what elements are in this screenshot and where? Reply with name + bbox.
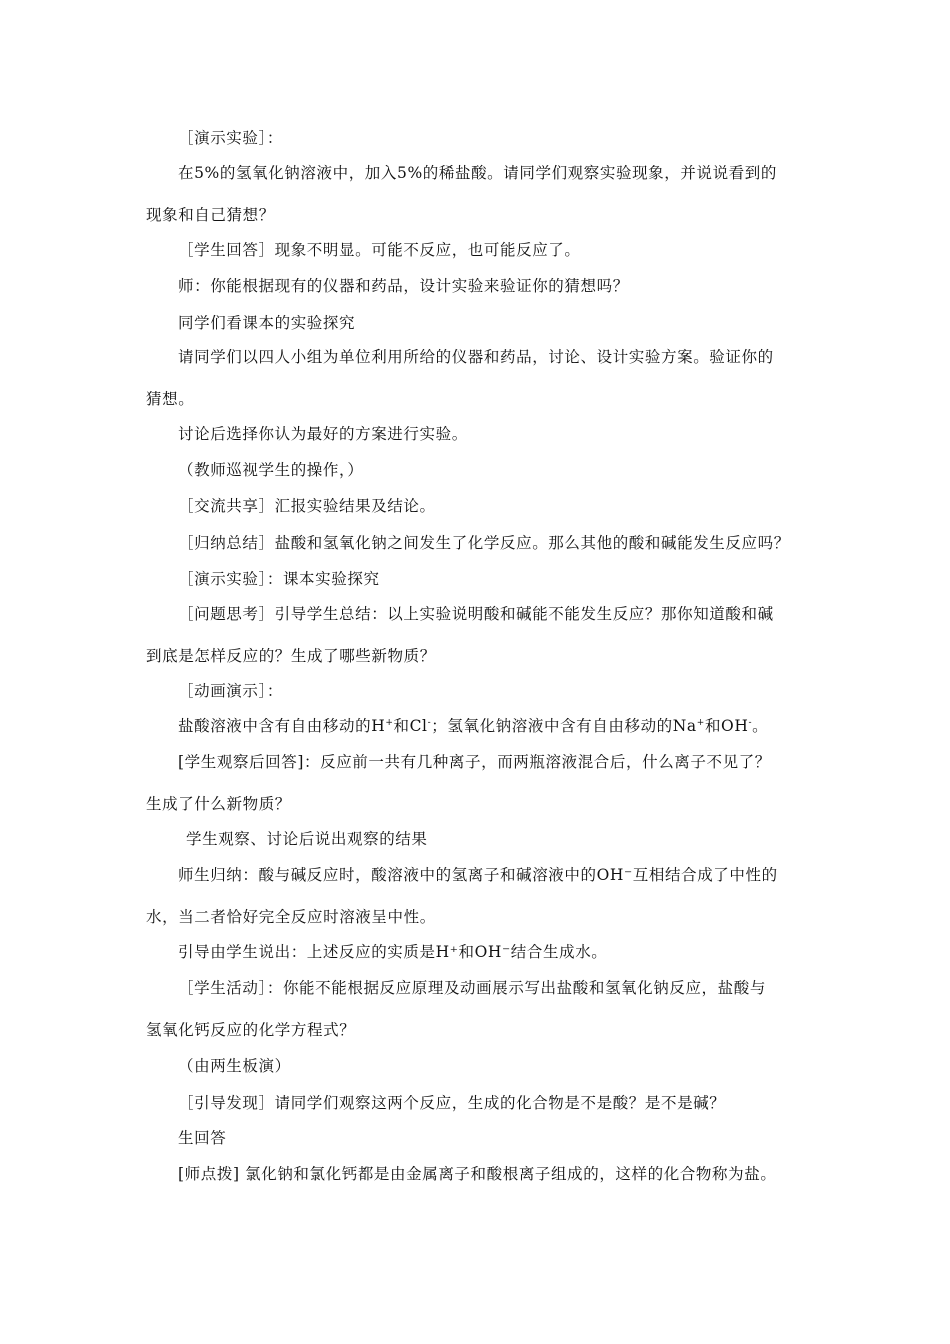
text-line: 水，当二者恰好完全反应时溶液呈中性。 <box>146 908 436 926</box>
text-line: 氢氧化钙反应的化学方程式？ <box>146 1021 356 1039</box>
text-line: ［问题思考］引导学生总结：以上实验说明酸和碱能不能发生反应？那你知道酸和碱 <box>178 605 774 623</box>
text-line: ［演示实验］：课本实验探究 <box>178 570 380 588</box>
text-line: 引导由学生说出：上述反应的实质是H⁺和OH⁻结合生成水。 <box>178 943 608 961</box>
text-line: [学生观察后回答]：反应前一共有几种离子，而两瓶溶液混合后，什么离子不见了？ <box>178 753 771 771</box>
text-line: 讨论后选择你认为最好的方案进行实验。 <box>178 425 468 443</box>
text-line: 请同学们以四人小组为单位利用所给的仪器和药品，讨论、设计实验方案。验证你的 <box>178 348 774 366</box>
text-line: ［动画演示］： <box>178 682 283 700</box>
text-line: ［归纳总结］盐酸和氢氧化钠之间发生了化学反应。那么其他的酸和碱能发生反应吗？ <box>178 534 790 552</box>
text-line: 学生观察、讨论后说出观察的结果 <box>186 830 428 848</box>
text-line: （教师巡视学生的操作，） <box>178 461 364 479</box>
text-line: 到底是怎样反应的？生成了哪些新物质？ <box>146 647 436 665</box>
text-line: 生回答 <box>178 1129 227 1147</box>
text-line: ［引导发现］请同学们观察这两个反应，生成的化合物是不是酸？是不是碱？ <box>178 1094 726 1112</box>
text-line: 生成了什么新物质？ <box>146 795 291 813</box>
text-line: ［学生回答］现象不明显。可能不反应，也可能反应了。 <box>178 241 581 259</box>
text-line: [师点拨] 氯化钠和氯化钙都是由金属离子和酸根离子组成的，这样的化合物称为盐。 <box>178 1165 777 1183</box>
text-line: 猜想。 <box>146 390 195 408</box>
text-line: （由两生板演） <box>178 1057 291 1075</box>
text-line: ［交流共享］汇报实验结果及结论。 <box>178 497 436 515</box>
ion-line: 盐酸溶液中含有自由移动的H+和Cl-；氢氧化钠溶液中含有自由移动的Na+和OH-。 <box>178 717 769 735</box>
text-line: 现象和自己猜想？ <box>146 206 275 224</box>
text-line: ［演示实验］： <box>178 129 283 147</box>
text-line: 同学们看课本的实验探究 <box>178 314 356 332</box>
text-line: 师生归纳：酸与碱反应时，酸溶液中的氢离子和碱溶液中的OH⁻互相结合成了中性的 <box>178 866 778 884</box>
text-line: ［学生活动］：你能不能根据反应原理及动画展示写出盐酸和氢氧化钠反应，盐酸与 <box>178 979 766 997</box>
text-line: 在5%的氢氧化钠溶液中，加入5%的稀盐酸。请同学们观察实验现象，并说说看到的 <box>178 164 777 182</box>
text-line: 师：你能根据现有的仪器和药品，设计实验来验证你的猜想吗？ <box>178 277 629 295</box>
